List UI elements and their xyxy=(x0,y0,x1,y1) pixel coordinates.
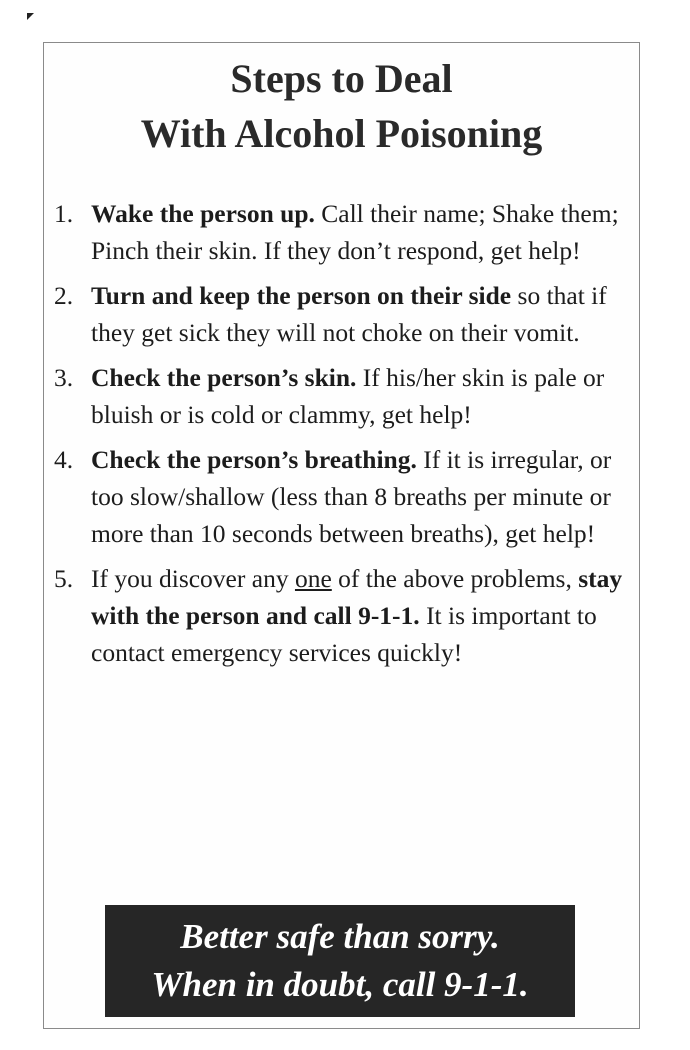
step-text: so that if they get sick they will not choke on their vomit. xyxy=(91,281,607,347)
step-heading: Turn and keep the person on their side xyxy=(91,281,512,310)
step-1 xyxy=(54,195,639,269)
step-5 xyxy=(54,560,639,671)
step-text: of the above problems, xyxy=(331,564,579,593)
step-heading: Check the person’s skin. xyxy=(91,363,357,392)
corner-mark xyxy=(27,13,34,20)
banner-line-2: When in doubt, call 9-1-1. xyxy=(151,965,529,1004)
step-4 xyxy=(54,441,639,552)
step-text: Call their name; Shake them; Pinch their skin. If they don’t respond, get help! xyxy=(91,199,619,265)
step-text: If his/her skin is pale or bluish or is cold or clammy, get help! xyxy=(91,363,605,429)
step-text: If it is irregular, or too slow/shallow (less than 8 breaths per minute or more than 10 seconds between breaths), get help! xyxy=(91,445,612,548)
step-text: If you discover any xyxy=(91,564,295,593)
steps-list xyxy=(54,195,639,679)
step-heading: stay with the person and call 9-1-1. xyxy=(91,564,623,630)
step-number: 2. xyxy=(54,281,74,310)
banner-line-1: Better safe than sorry. xyxy=(180,917,500,956)
step-number: 4. xyxy=(54,445,74,474)
step-3 xyxy=(54,359,639,433)
info-card xyxy=(43,42,640,1029)
step-number: 5. xyxy=(54,564,74,593)
step-text: It is important to contact emergency services quickly! xyxy=(91,601,597,667)
step-number: 1. xyxy=(54,199,74,228)
step-emphasis: one xyxy=(294,564,332,593)
title-line-1: Steps to Deal xyxy=(230,56,453,101)
title-line-2: With Alcohol Poisoning xyxy=(140,111,543,156)
step-heading: Wake the person up. xyxy=(91,199,315,228)
warning-banner xyxy=(105,905,575,1017)
step-heading: Check the person’s breathing. xyxy=(91,445,417,474)
step-2 xyxy=(54,277,639,351)
step-number: 3. xyxy=(54,363,74,392)
page-title xyxy=(44,51,639,161)
